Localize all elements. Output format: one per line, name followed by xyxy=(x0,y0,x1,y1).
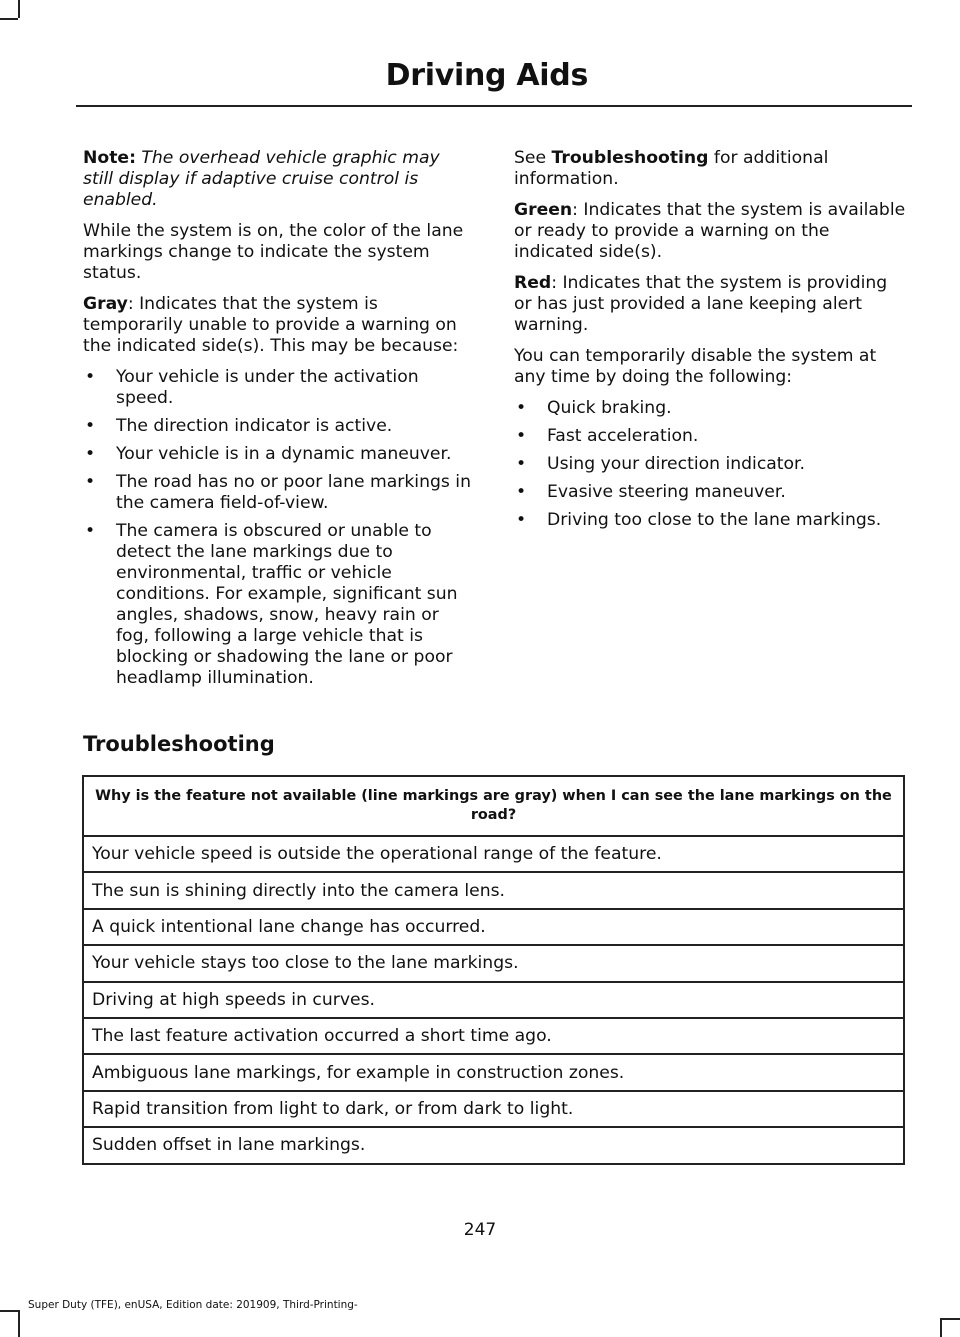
crop-mark-top-left xyxy=(18,0,20,18)
table-row xyxy=(83,1018,904,1054)
green-paragraph xyxy=(514,200,906,263)
header-divider xyxy=(76,105,912,107)
table-cell: The sun is shining directly into the camera lens. xyxy=(83,872,904,908)
table-cell: Your vehicle stays too close to the lane markings. xyxy=(83,945,904,981)
table-question-header: Why is the feature not available (line markings are gray) when I can see the lane markings on the road? xyxy=(83,776,904,836)
table-cell: Your vehicle speed is outside the operational range of the feature. xyxy=(83,836,904,872)
table-cell: Sudden offset in lane markings. xyxy=(83,1127,904,1163)
page-number: 247 xyxy=(463,1220,497,1240)
table-row xyxy=(83,909,904,945)
see-troubleshooting-paragraph xyxy=(514,148,906,190)
crop-mark-bottom-left xyxy=(18,1310,20,1337)
table-row xyxy=(83,872,904,908)
table-row xyxy=(83,945,904,981)
page-title: Driving Aids xyxy=(385,58,588,93)
crop-mark-bottom-right xyxy=(942,1318,960,1320)
crop-mark-bottom-right xyxy=(940,1318,942,1337)
note-label: Note: xyxy=(83,148,136,168)
crop-mark-bottom-left xyxy=(0,1310,18,1312)
table-row xyxy=(83,982,904,1018)
note-paragraph xyxy=(83,148,475,211)
gray-label: Gray xyxy=(83,294,128,314)
troubleshooting-reference: Troubleshooting xyxy=(551,148,709,168)
list-item: • Your vehicle is in a dynamic maneuver. xyxy=(83,444,475,465)
see-prefix: See xyxy=(514,148,552,168)
table-cell: Rapid transition from light to dark, or from dark to light. xyxy=(83,1091,904,1127)
see-suffix: for additional information. xyxy=(514,148,829,189)
disable-methods-list xyxy=(514,398,906,531)
gray-text: : Indicates that the system is temporarily unable to provide a warning on the indicated side(s). This may be because: xyxy=(83,294,459,356)
list-item: • Driving too close to the lane markings. xyxy=(514,510,906,531)
list-item: • Your vehicle is under the activation speed. xyxy=(83,367,475,409)
right-column xyxy=(514,148,906,538)
table-cell: Ambiguous lane markings, for example in construction zones. xyxy=(83,1054,904,1090)
table-row xyxy=(83,1091,904,1127)
list-item: • Quick braking. xyxy=(514,398,906,419)
green-text: : Indicates that the system is available or ready to provide a warning on the indicated side(s). xyxy=(514,200,906,262)
list-item: • The direction indicator is active. xyxy=(83,416,475,437)
table-header-row xyxy=(83,776,904,836)
red-paragraph xyxy=(514,273,906,336)
list-item: • Fast acceleration. xyxy=(514,426,906,447)
list-item: • Evasive steering maneuver. xyxy=(514,482,906,503)
disable-intro-paragraph: You can temporarily disable the system at any time by doing the following: xyxy=(514,346,877,387)
troubleshooting-heading: Troubleshooting xyxy=(83,732,275,756)
table-row xyxy=(83,1054,904,1090)
list-item: • The camera is obscured or unable to detect the lane markings due to environmental, traffic or vehicle conditions. For example, significant sun angles, shadows, snow, heavy rain or fog, following a large vehicle that is blocking or shadowing the lane or poor headlamp illumination. xyxy=(83,521,475,689)
red-text: : Indicates that the system is providing or has just provided a lane keeping alert warning. xyxy=(514,273,888,335)
green-label: Green xyxy=(514,200,573,220)
table-cell: The last feature activation occurred a short time ago. xyxy=(83,1018,904,1054)
list-item: • The road has no or poor lane markings in the camera field-of-view. xyxy=(83,472,475,514)
table-row xyxy=(83,1127,904,1163)
table-cell: Driving at high speeds in curves. xyxy=(83,982,904,1018)
edition-footer: Super Duty (TFE), enUSA, Edition date: 201909, Third-Printing- xyxy=(28,1299,358,1311)
left-column xyxy=(83,148,475,696)
gray-paragraph xyxy=(83,294,475,357)
intro-paragraph: While the system is on, the color of the lane markings change to indicate the system status. xyxy=(83,221,464,283)
crop-mark-top-left xyxy=(0,18,18,20)
note-text: The overhead vehicle graphic may still display if adaptive cruise control is enabled. xyxy=(83,148,440,210)
table-cell: A quick intentional lane change has occurred. xyxy=(83,909,904,945)
list-item: • Using your direction indicator. xyxy=(514,454,906,475)
table-row xyxy=(83,836,904,872)
gray-reasons-list xyxy=(83,367,475,689)
troubleshooting-table xyxy=(82,775,905,1165)
red-label: Red xyxy=(514,273,552,293)
